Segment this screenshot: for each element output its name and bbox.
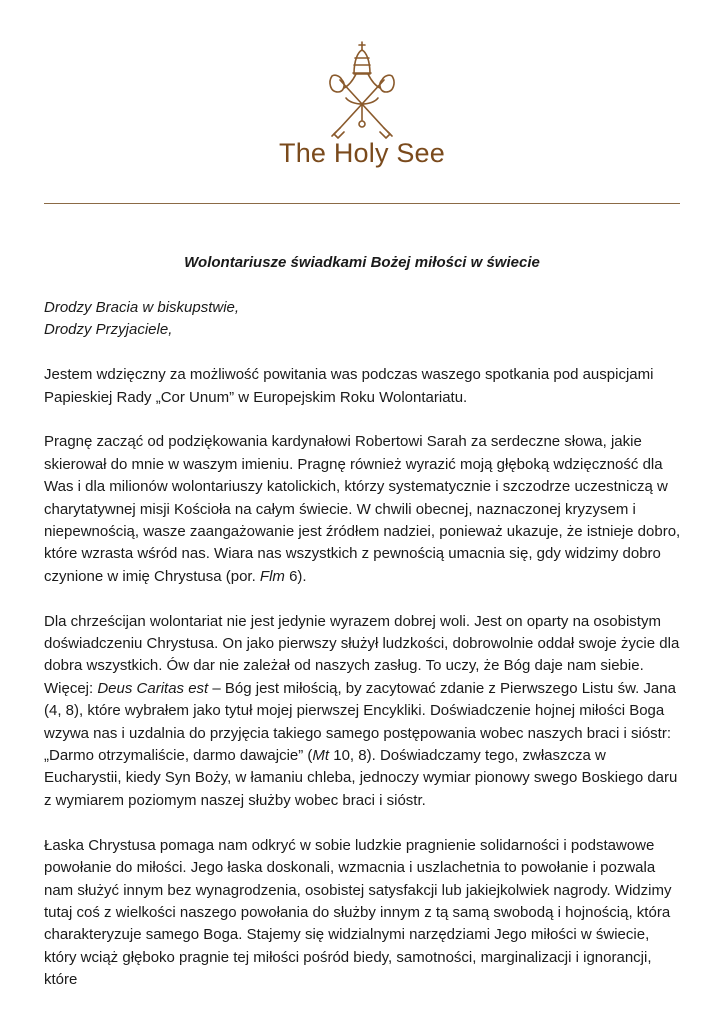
paragraph-2: [44, 431, 682, 588]
greeting-line-1: Drodzy Bracia w biskupstwie,: [44, 299, 240, 316]
paragraph-2-reference: Flm: [259, 567, 285, 585]
document-body: [44, 297, 682, 1014]
paragraph-2-text-b: 6).: [284, 567, 307, 585]
paragraph-2-text-a: Pragnę zacząć od podziękowania kardynałowi Robertowi Sarah za serdeczne słowa, jakie skierował do mnie w waszym imieniu. Pragnę również wyrazić moją głęboką wdzięczność dla Was i dla milionów wolontariuszy katolickich, którzy systematycznie i szczodrze uczestniczą w charytatywnej misji Kościoła na całym świecie. W chwili obecnej, naznaczonej kryzysem i niepewnością, wasze zaangażowanie jest źródłem nadziei, ponieważ ukazuje, że istnieje dobro, które wzrasta wśród nas. Wiara nas wszystkich z pewnością umacnia się, gdy widzimy dobro czynione w imię Chrystusa (por.: [44, 433, 681, 585]
greeting: [44, 297, 682, 342]
site-title[interactable]: The Holy See: [279, 138, 445, 168]
document-title: Wolontariusze świadkami Bożej miłości w świecie: [184, 254, 540, 271]
papal-keys-tiara-emblem-icon: [318, 40, 406, 144]
paragraph-3-text-b: – Bóg jest miłością, by zacytować zdanie z Pierwszego Listu św. Jana (4, 8), które wybrałem jako tytuł mojej pierwszej Encykliki. Doświadczenie hojnej miłości Boga wzywa nas i uzdalnia do przyjęcia takiego samego postępowania wobec naszych braci i sióstr: „Darmo otrzymaliście, darmo dawajcie” (: [44, 679, 676, 765]
paragraph-1: Jestem wdzięczny za możliwość powitania was podczas waszego spotkania pod auspicjami Papieskiej Rady „Cor Unum” w Europejskim Roku Wolontariatu.: [44, 366, 654, 406]
header-divider: [44, 203, 680, 204]
paragraph-3-text-c: 10, 8). Doświadczamy tego, zwłaszcza w Eucharystii, kiedy Syn Boży, w łamaniu chleba, jednoczy wymiar pionowy swego Boskiego daru z wymiarem poziomym naszej służby wobec braci i sióstr.: [44, 747, 678, 809]
paragraph-3-reference: Mt: [312, 747, 330, 765]
greeting-line-2: Drodzy Przyjaciele,: [44, 321, 173, 339]
paragraph-4: Łaska Chrystusa pomaga nam odkryć w sobie ludzkie pragnienie solidarności i podstawowe powołanie do miłości. Jego łaska doskonali, wzmacnia i uszlachetnia to powołanie i pozwala nam służyć innym bez wynagrodzenia, osobistej satysfakcji lub jakiejkolwiek nagrody. Widzimy tutaj coś z wielkości naszego powołania do służby innym z tą samą swobodą i hojnością, która charakteryzuje samego Boga. Stajemy się widzialnymi narzędziami Jego miłości w świecie, który wciąż głęboko pragnie tej miłości pośród biedy, samotności, marginalizacji i ignorancji, które: [44, 836, 672, 989]
paragraph-3-encyclical-title: Deus Caritas est: [97, 679, 209, 697]
paragraph-3-text-a: Dla chrześcijan wolontariat nie jest jedynie wyrazem dobrej woli. Jest on oparty na osobistym doświadczeniu Chrystusa. On jako pierwszy służył ludzkości, dobrowolnie oddał swoje życie dla dobra wszystkich. Ów dar nie zależał od naszych zasług. To uczy, że Bóg daje nam siebie. Więcej:: [44, 612, 680, 697]
paragraph-3: [44, 611, 682, 813]
